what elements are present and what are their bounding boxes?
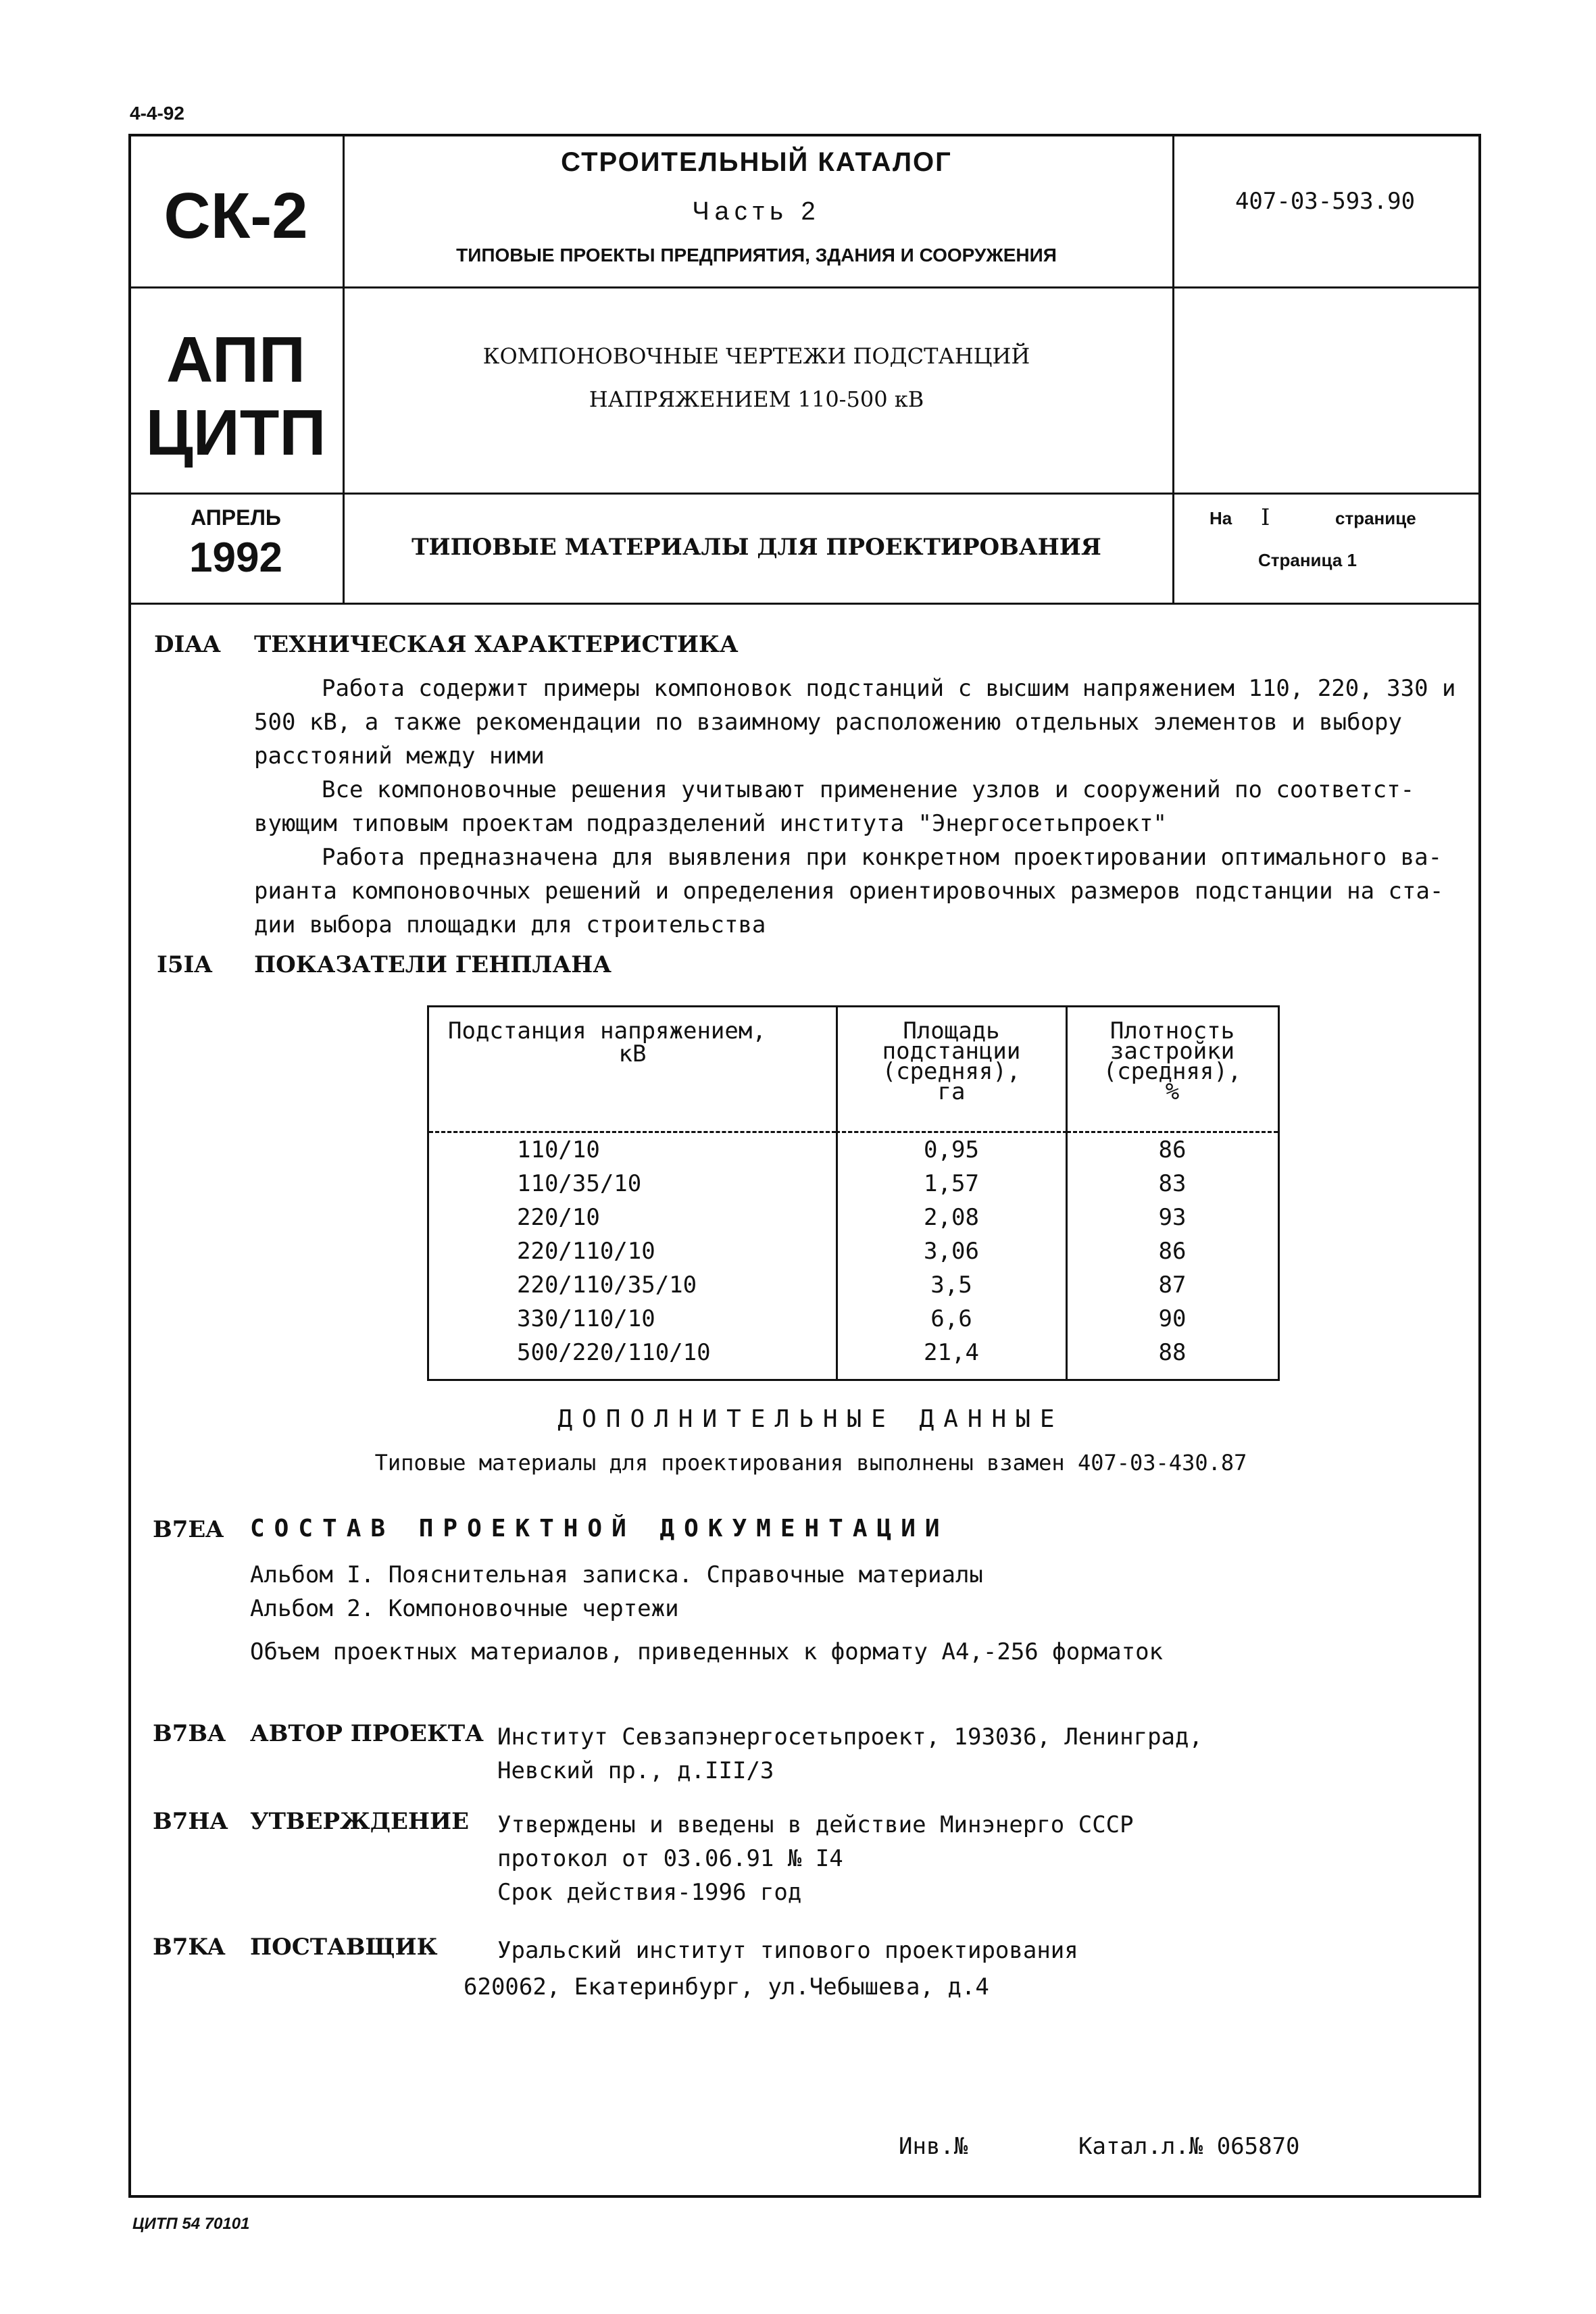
approval-line-1: Утверждены и введены в действие Минэнерго СССР — [497, 1811, 1134, 1838]
header-area-line2: подстанции — [882, 1038, 1021, 1065]
issue-year: 1992 — [189, 534, 282, 581]
density-cell: 93 — [1158, 1203, 1187, 1231]
indicators-header-area — [836, 1007, 1067, 1132]
voltage-cell: 110/35/10 — [517, 1169, 642, 1197]
header-density-line3: (средняя), — [1103, 1058, 1242, 1085]
supplier-section-title: ПОСТАВЩИК — [250, 1934, 438, 1961]
header-area-line4: га — [937, 1078, 966, 1105]
density-cell: 86 — [1158, 1237, 1187, 1265]
header-density-line1: Плотность — [1109, 1017, 1235, 1045]
tech-p3-line2: рианта компоновочных решений и определения ориентировочных размеров подстанции на ста- — [254, 878, 1444, 905]
extra-data-title: ДОПОЛНИТЕЛЬНЫЕ ДАННЫЕ — [557, 1405, 1064, 1433]
indicators-table-frame — [427, 1005, 1280, 1381]
table-row — [429, 1268, 1278, 1302]
indicators-col-divider-2 — [1066, 1007, 1068, 1379]
indicators-header-density — [1067, 1007, 1278, 1132]
org-line-2: ЦИТП — [145, 397, 326, 469]
voltage-cell: 220/10 — [517, 1203, 600, 1231]
area-cell: 2,08 — [924, 1203, 979, 1231]
header-voltage-line1: Подстанция напряжением, — [448, 1017, 766, 1045]
table-row — [429, 1234, 1278, 1268]
header-density-line4: % — [1165, 1078, 1180, 1105]
tech-p1-line2: 500 кВ, а также рекомендации по взаимному расположению отдельных элементов и выбору — [254, 709, 1402, 736]
genplan-section-title: ПОКАЗАТЕЛИ ГЕНПЛАНА — [254, 951, 612, 978]
header-divider-3 — [131, 603, 1478, 605]
catalog-title: СТРОИТЕЛЬНЫЙ КАТАЛОГ — [561, 147, 952, 177]
area-cell: 0,95 — [924, 1136, 979, 1163]
catalog-part: Часть 2 — [692, 197, 821, 226]
corner-code: 4-4-92 — [130, 103, 184, 124]
density-cell: 90 — [1158, 1305, 1187, 1332]
tech-p3-line1: Работа предназначена для выявления при конкретном проектировании оптимального ва- — [322, 844, 1443, 871]
author-line-2: Невский пр., д.III/3 — [497, 1757, 774, 1784]
area-cell: 1,57 — [924, 1169, 979, 1197]
area-cell: 3,5 — [930, 1271, 972, 1299]
table-row — [429, 1336, 1278, 1369]
materials-title: ТИПОВЫЕ МАТЕРИАЛЫ ДЛЯ ПРОЕКТИРОВАНИЯ — [412, 534, 1101, 561]
density-cell: 86 — [1158, 1136, 1187, 1163]
album-1: Альбом I. Пояснительная записка. Справочные материалы — [250, 1561, 983, 1588]
approval-line-3: Срок действия-1996 год — [497, 1879, 802, 1906]
supplier-line-2: 620062, Екатеринбург, ул.Чебышева, д.4 — [464, 1973, 989, 2001]
series-code: СК-2 — [164, 180, 308, 252]
page-label: Страница 1 — [1258, 550, 1357, 570]
area-cell: 21,4 — [924, 1338, 979, 1366]
indicators-col-divider-1 — [836, 1007, 838, 1379]
table-row — [429, 1201, 1278, 1234]
org-line-1: АПП — [166, 324, 306, 396]
table-row — [429, 1167, 1278, 1201]
composition-section-title: СОСТАВ ПРОЕКТНОЙ ДОКУМЕНТАЦИИ — [250, 1515, 949, 1542]
tech-p3-line3: дии выбора площадки для строительства — [254, 911, 766, 938]
inventory-number-label: Инв.№ — [899, 2133, 968, 2160]
tech-p1-line1: Работа содержит примеры компоновок подстанций с высшим напряжением 110, 220, 330 и — [322, 675, 1456, 702]
pages-prefix: На — [1210, 508, 1232, 528]
extra-data-text: Типовые материалы для проектирования выполнены взамен 407-03-430.87 — [374, 1450, 1247, 1476]
tech-section-title: ТЕХНИЧЕСКАЯ ХАРАКТЕРИСТИКА — [254, 631, 739, 658]
approval-section-title: УТВЕРЖДЕНИЕ — [250, 1808, 470, 1835]
header-density-line2: застройки — [1109, 1038, 1235, 1065]
table-row — [429, 1132, 1278, 1167]
genplan-section-code: I5IA — [157, 951, 212, 978]
catalog-part-subtitle: ТИПОВЫЕ ПРОЕКТЫ ПРЕДПРИЯТИЯ, ЗДАНИЯ И СООРУЖЕНИЯ — [456, 245, 1057, 266]
approval-section-code: B7HA — [153, 1808, 228, 1835]
pages-count: I — [1261, 504, 1270, 531]
density-cell: 83 — [1158, 1169, 1187, 1197]
header-area-line3: (средняя), — [882, 1058, 1021, 1085]
voltage-cell: 330/110/10 — [517, 1305, 655, 1332]
author-section-title: АВТОР ПРОЕКТА — [250, 1720, 484, 1747]
header-divider-2 — [131, 493, 1478, 495]
supplier-section-code: B7KA — [153, 1934, 225, 1961]
density-cell: 88 — [1158, 1338, 1187, 1366]
work-title-line-1: КОМПОНОВОЧНЫЕ ЧЕРТЕЖИ ПОДСТАНЦИЙ — [482, 343, 1030, 369]
author-section-code: B7BA — [153, 1720, 226, 1747]
composition-section-code: B7EA — [153, 1516, 224, 1543]
header-divider-1 — [131, 286, 1478, 288]
indicators-table — [429, 1007, 1278, 1369]
tech-description — [254, 672, 1457, 942]
work-title-line-2: НАПРЯЖЕНИЕМ 110-500 кВ — [589, 386, 924, 412]
issue-month: АПРЕЛЬ — [191, 505, 281, 530]
print-mark: ЦИТП 54 70101 — [132, 2215, 250, 2233]
catalog-sheet-number: Катал.л.№ 065870 — [1078, 2133, 1300, 2160]
voltage-cell: 220/110/10 — [517, 1237, 655, 1265]
density-cell: 87 — [1158, 1271, 1187, 1299]
header-area-line1: Площадь — [903, 1017, 1000, 1045]
tech-p1-line3: расстояний между ними — [254, 743, 545, 770]
voltage-cell: 110/10 — [517, 1136, 600, 1163]
tech-section-code: DIAA — [154, 631, 221, 658]
approval-line-2: протокол от 03.06.91 № I4 — [497, 1845, 843, 1872]
tech-p2-line2: вующим типовым проектам подразделений института "Энергосетьпроект" — [254, 810, 1168, 837]
author-line-1: Институт Севзапэнергосетьпроект, 193036, Ленинград, — [497, 1724, 1203, 1751]
voltage-cell: 220/110/35/10 — [517, 1271, 697, 1299]
header-voltage-line2: кВ — [618, 1040, 647, 1067]
materials-volume: Объем проектных материалов, приведенных к формату А4,-256 форматок — [250, 1638, 1164, 1665]
area-cell: 6,6 — [930, 1305, 972, 1332]
tech-p2-line1: Все компоновочные решения учитывают применение узлов и сооружений по соответст- — [322, 776, 1415, 803]
supplier-line-1: Уральский институт типового проектирования — [497, 1937, 1078, 1964]
album-2: Альбом 2. Компоновочные чертежи — [250, 1595, 679, 1622]
voltage-cell: 500/220/110/10 — [517, 1338, 711, 1366]
pages-suffix: странице — [1335, 508, 1416, 528]
project-number: 407-03-593.90 — [1235, 188, 1416, 215]
area-cell: 3,06 — [924, 1237, 979, 1265]
indicators-header-voltage — [429, 1007, 836, 1132]
table-row — [429, 1302, 1278, 1336]
